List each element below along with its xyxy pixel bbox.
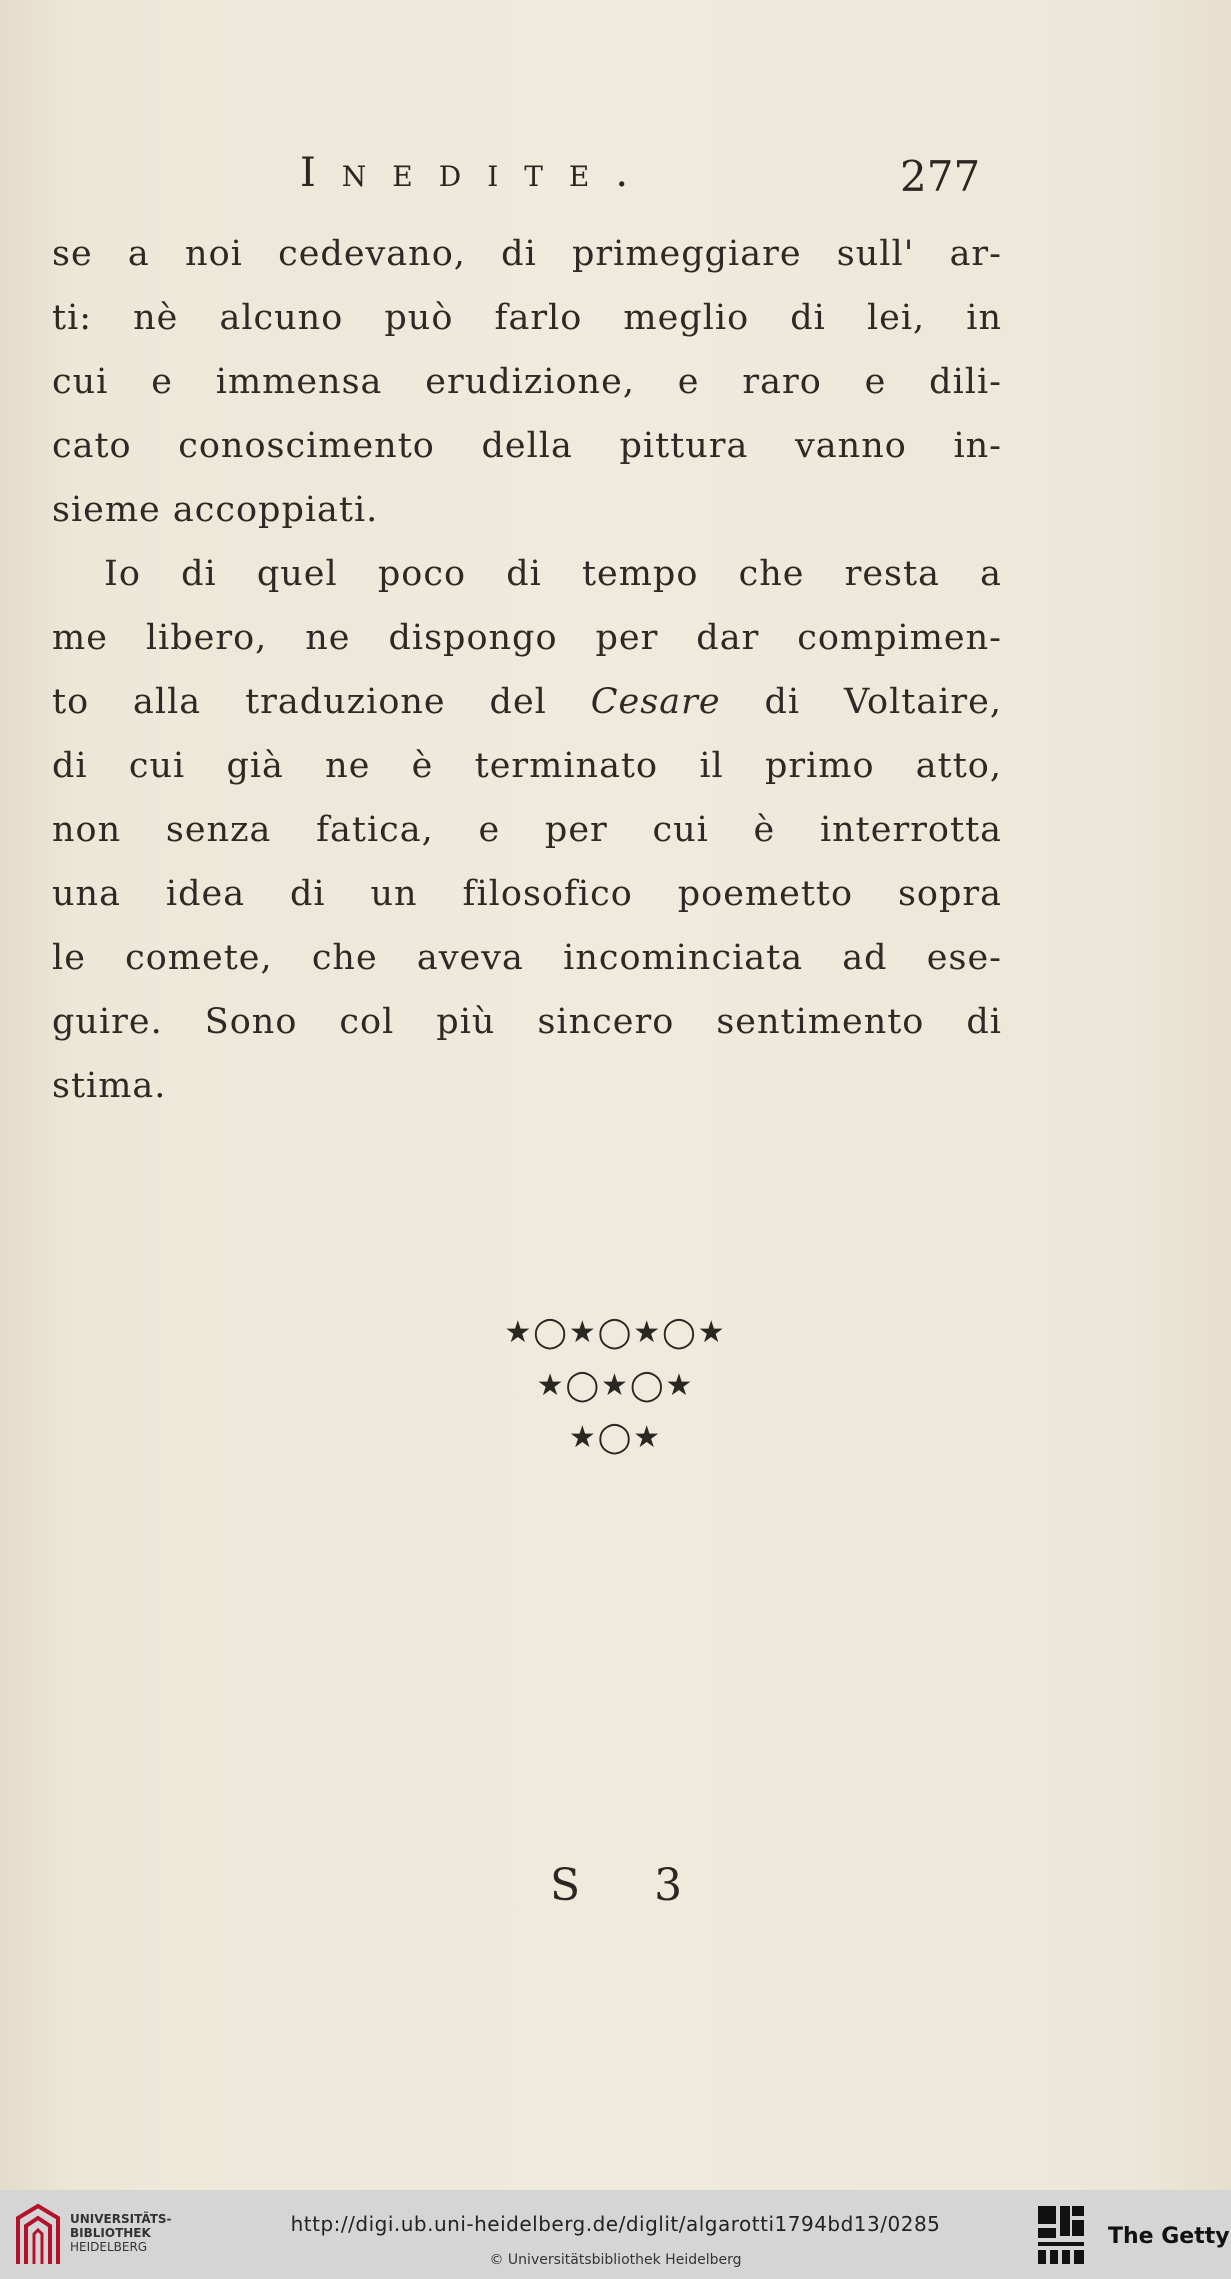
page-url-link[interactable]: http://digi.ub.uni-heidelberg.de/diglit/algarotti1794bd13/0285 — [290, 2212, 941, 2236]
text-line: guire. Sono col più sincero sentimento di — [52, 1002, 1002, 1042]
text-line: le comete, che aveva incominciata ad ese- — [52, 938, 1002, 978]
text-line-with-title — [52, 670, 1002, 734]
ornament-row: ★◯★ — [568, 1420, 663, 1455]
text-segment: to alla traduzione del — [52, 682, 547, 722]
page-number: 277 — [900, 152, 981, 201]
text-line: sieme accoppiati. — [52, 490, 379, 530]
text-line: se a noi cedevano, di primeggiare sull' ar- — [52, 234, 1002, 274]
text-line: una idea di un filosofico poemetto sopra — [52, 874, 1002, 914]
library-name-line: BIBLIOTHEK — [70, 2226, 151, 2240]
text-line: stima. — [52, 1066, 167, 1106]
ornament-row: ★◯★◯★◯★ — [504, 1315, 727, 1350]
text-segment: di Voltaire, — [764, 682, 1002, 722]
running-head-title: Inedite. — [300, 150, 655, 196]
italic-title: Cesare — [590, 682, 721, 722]
running-head — [0, 150, 1231, 210]
library-name-line: UNIVERSITÄTS- — [70, 2212, 172, 2226]
text-line: me libero, ne dispongo per dar compimen- — [52, 618, 1002, 658]
footer-bar — [0, 2190, 1231, 2279]
text-line: non senza fatica, e per cui è interrotta — [52, 810, 1002, 850]
text-line: cato conoscimento della pittura vanno in- — [52, 426, 1002, 466]
text-line: ti: nè alcuno può farlo meglio di lei, in — [52, 298, 1002, 338]
partner-name: The Getty — [1108, 2224, 1230, 2249]
signature-mark: S 3 — [550, 1860, 713, 1911]
ornament-row: ★◯★◯★ — [536, 1368, 695, 1403]
text-line: Io di quel poco di tempo che resta a — [104, 554, 1002, 594]
library-name-line: HEIDELBERG — [70, 2240, 148, 2254]
getty-logo-icon — [1036, 2204, 1086, 2266]
copyright-notice: © Universitätsbibliothek Heidelberg — [489, 2252, 742, 2268]
text-line: di cui già ne è terminato il primo atto, — [52, 746, 1002, 786]
text-line: cui e immensa erudizione, e raro e dili- — [52, 362, 1002, 402]
body-text — [52, 222, 1002, 1118]
